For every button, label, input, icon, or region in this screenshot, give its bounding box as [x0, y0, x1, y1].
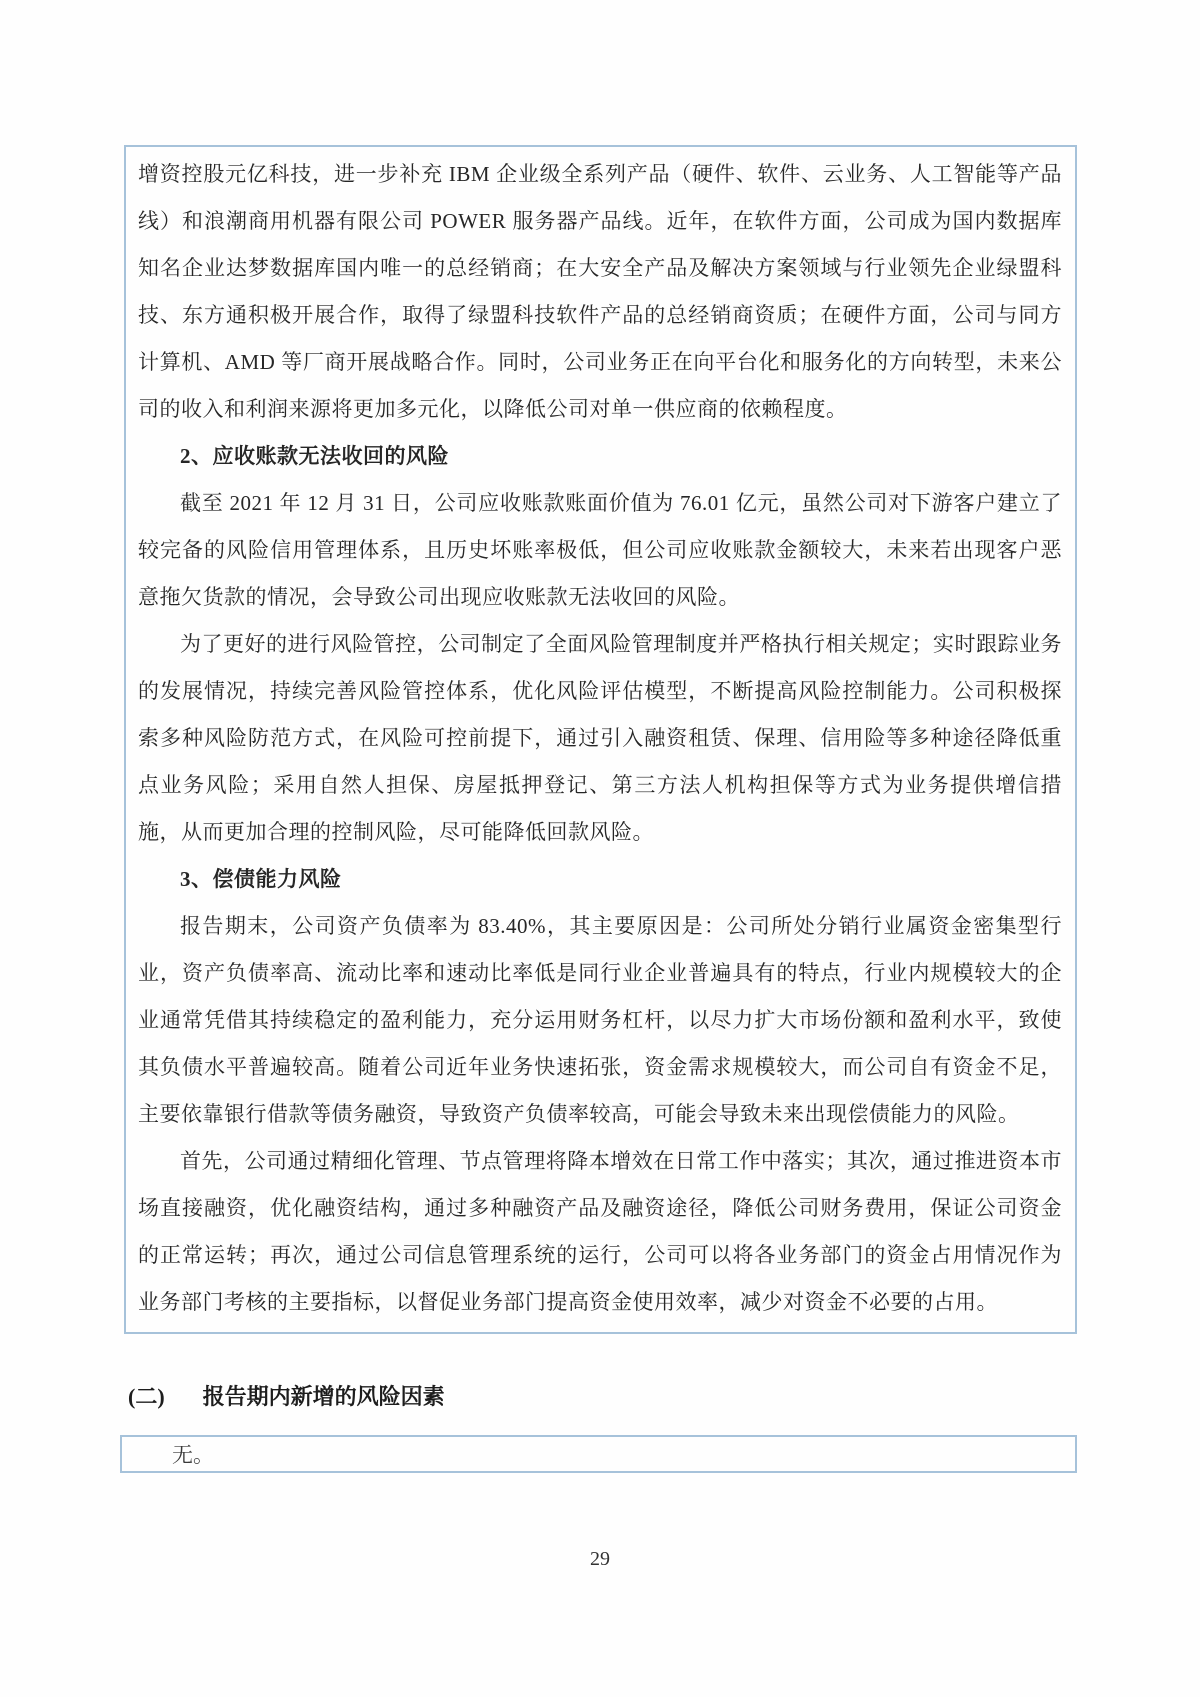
section-heading-new-risks [128, 1380, 445, 1411]
section-number: (二) [128, 1384, 165, 1409]
risk-paragraph-receivables-1: 截至 2021 年 12 月 31 日，公司应收账款账面价值为 76.01 亿元，虽然公司对下游客户建立了较完备的风险信用管理体系，且历史坏账率极低，但公司应收账款金额较大，未来若出现客户恶意拖欠货款的情况，会导致公司出现应收账款无法收回的风险。 [138, 491, 1062, 609]
page-number: 29 [590, 1548, 610, 1570]
risk-paragraph-solvency-2: 首先，公司通过精细化管理、节点管理将降本增效在日常工作中落实；其次，通过推进资本市场直接融资，优化融资结构，通过多种融资产品及融资途径，降低公司财务费用，保证公司资金的正常运转；再次，通过公司信息管理系统的运行，公司可以将各业务部门的资金占用情况作为业务部门考核的主要指标，以督促业务部门提高资金使用效率，减少对资金不必要的占用。 [138, 1149, 1062, 1314]
risk-factors-text-box [124, 145, 1077, 1334]
new-risks-answer-text: 无。 [172, 1443, 214, 1467]
new-risks-answer-box [120, 1435, 1077, 1473]
risk-paragraph-solvency-1: 报告期末，公司资产负债率为 83.40%，其主要原因是：公司所处分销行业属资金密集型行业，资产负债率高、流动比率和速动比率低是同行业企业普遍具有的特点，行业内规模较大的企业通常凭借其持续稳定的盈利能力，充分运用财务杠杆，以尽力扩大市场份额和盈利水平，致使其负债水平普遍较高。随着公司近年业务快速拓张，资金需求规模较大，而公司自有资金不足，主要依靠银行借款等债务融资，导致资产负债率较高，可能会导致未来出现偿债能力的风险。 [138, 914, 1062, 1126]
risk-subheading-solvency: 3、偿债能力风险 [180, 867, 342, 891]
section-title: 报告期内新增的风险因素 [202, 1384, 445, 1409]
risk-paragraph-receivables-2: 为了更好的进行风险管控，公司制定了全面风险管理制度并严格执行相关规定；实时跟踪业务的发展情况，持续完善风险管控体系，优化风险评估模型，不断提高风险控制能力。公司积极探索多种风险防范方式，在风险可控前提下，通过引入融资租赁、保理、信用险等多种途径降低重点业务风险；采用自然人担保、房屋抵押登记、第三方法人机构担保等方式为业务提供增信措施，从而更加合理的控制风险，尽可能降低回款风险。 [138, 632, 1062, 844]
risk-paragraph-continuation: 增资控股元亿科技，进一步补充 IBM 企业级全系列产品（硬件、软件、云业务、人工智能等产品线）和浪潮商用机器有限公司 POWER 服务器产品线。近年，在软件方面，公司成为国内数据库知名企业达梦数据库国内唯一的总经销商；在大安全产品及解决方案领域与行业领先企业绿盟科技、东方通积极开展合作，取得了绿盟科技软件产品的总经销商资质；在硬件方面，公司与同方计算机、AMD 等厂商开展战略合作。同时，公司业务正在向平台化和服务化的方向转型，未来公司的收入和利润来源将更加多元化，以降低公司对单一供应商的依赖程度。 [138, 162, 1062, 421]
risk-subheading-receivables: 2、应收账款无法收回的风险 [180, 444, 449, 468]
